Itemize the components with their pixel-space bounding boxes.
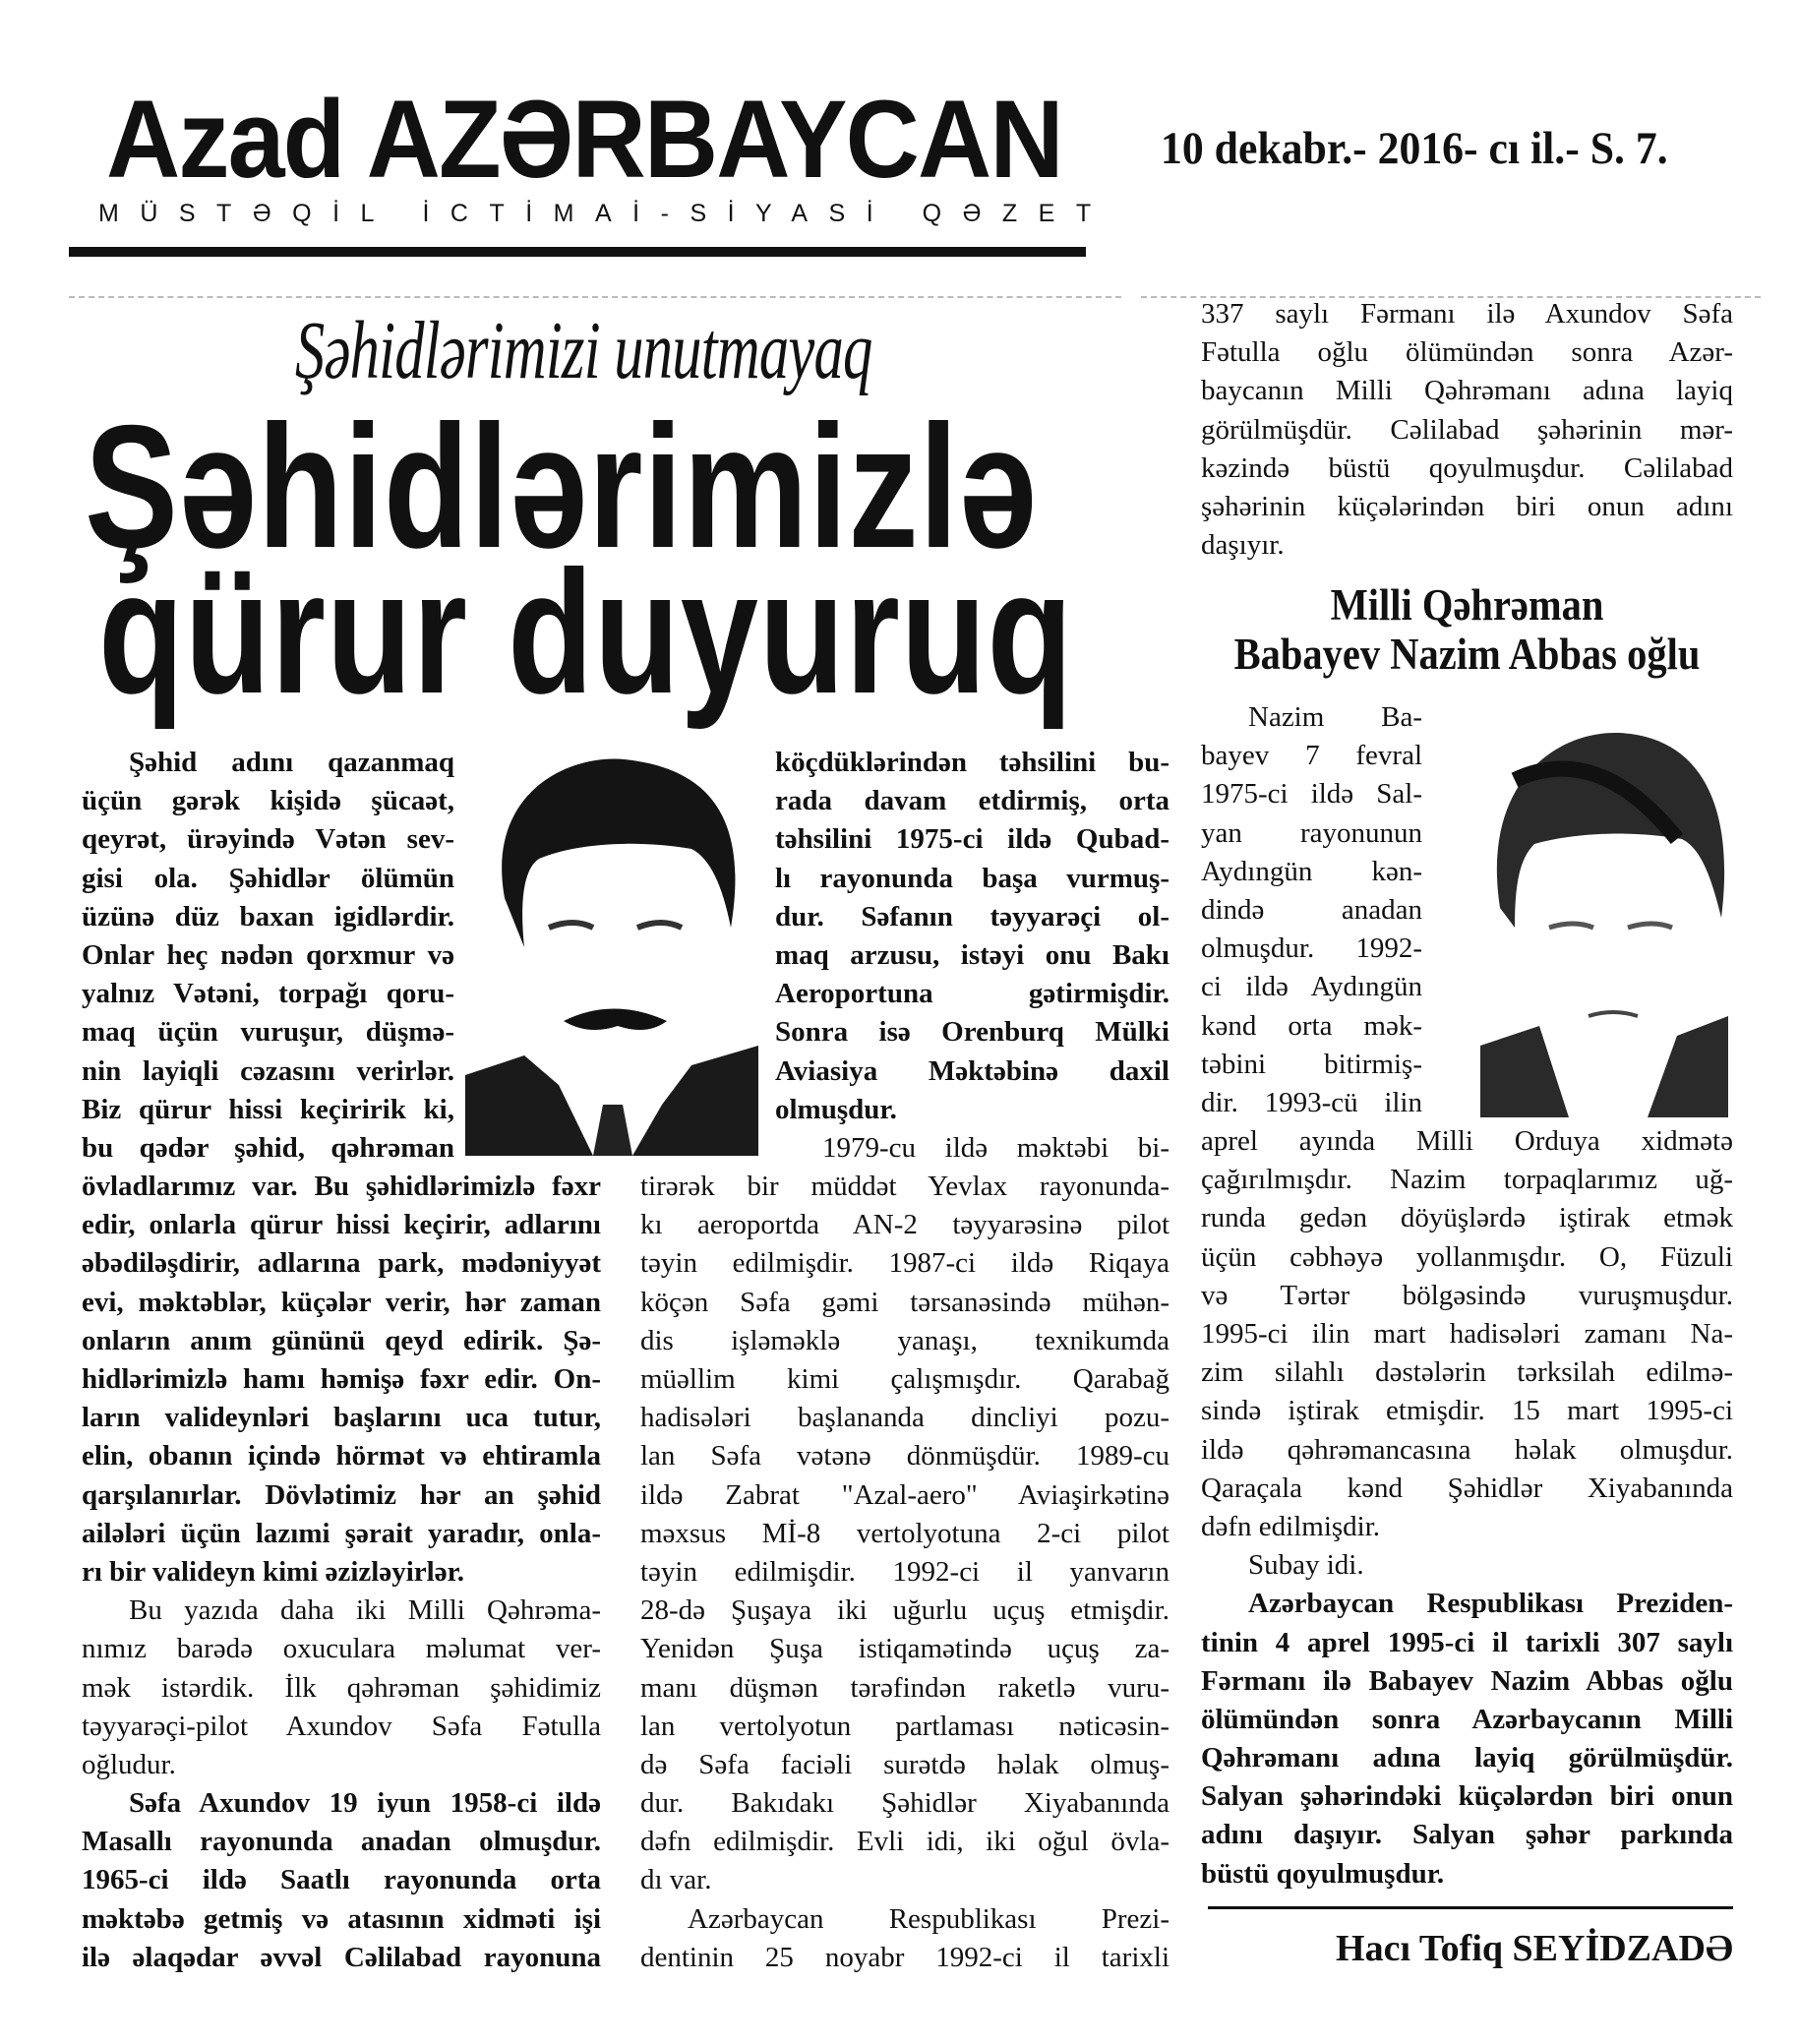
text-line: nımız barədə oxuculara məlumat ver- <box>82 1633 601 1665</box>
text-line: üçün gərək kişidə şücaət, <box>82 785 454 817</box>
text-line: gisi ola. Şəhidlər ölümün <box>82 862 454 894</box>
text-line: dis işləməklə yanaşı, texnikumda <box>640 1324 1169 1356</box>
text-line: əbədiləşdirir, adlarına park, mədəniyyət <box>82 1247 601 1280</box>
paragraph-block <box>82 744 454 1168</box>
text-line: görülmüşdür. Cəlilabad şəhərinin mər- <box>1201 413 1733 446</box>
text-line: Fərmanı ilə Babayev Nazim Abbas oğlu <box>1201 1664 1733 1697</box>
text-line: 1995-ci ilin mart hadisələri zamanı Na- <box>1201 1318 1733 1350</box>
text-line: mək istərdik. İlk qəhrəman şəhidimiz <box>82 1671 601 1704</box>
text-line: üzünə düz baxan igidlərdir. <box>82 900 454 932</box>
text-line: şəhərinin küçələrindən biri onun adını <box>1201 490 1733 522</box>
section-heading-line: Milli Qəhrəman <box>1330 580 1604 630</box>
text-line: ci ildə Aydıngün <box>1201 971 1422 1003</box>
text-line: üçün cəbhəyə yollanmışdır. O, Füzuli <box>1201 1240 1733 1273</box>
paragraph-block <box>82 1784 601 1977</box>
text-line: ildə qəhrəmancasına həlak olmuşdur. <box>1201 1433 1733 1466</box>
text-line: Aviasiya Məktəbinə daxil <box>775 1054 1169 1087</box>
text-line: sində iştirak etmişdir. 15 mart 1995-ci <box>1201 1395 1733 1427</box>
paragraph-block <box>1201 1122 1733 1585</box>
paragraph-block <box>82 1592 601 1784</box>
text-line: də Səfa faciəli surətdə həlak olmuş- <box>640 1748 1169 1780</box>
text-line: Fətulla oğlu ölümündən sonra Azər- <box>1201 336 1733 369</box>
text-line: müəllim kimi çalışmışdır. Qarabağ <box>640 1363 1169 1395</box>
text-line: 337 saylı Fərmanı ilə Axundov Səfa <box>1201 298 1733 330</box>
paragraph-block <box>1201 698 1422 1122</box>
text-line: zim silahlı dəstələrin tərksilah edilmə- <box>1201 1356 1733 1389</box>
text-line: lan vertolyotun partlaması nəticəsin- <box>640 1710 1169 1742</box>
text-line: bayev 7 fevral <box>1201 740 1422 772</box>
text-line: olmuşdur. <box>775 1093 897 1125</box>
text-line: ildə Zabrat "Azal-aero" Aviaşirkətinə <box>640 1478 1169 1511</box>
article-column-3-continuation <box>1201 295 1733 565</box>
text-line: dəfn edilmişdir. Evli idi, iki oğul övla- <box>640 1826 1169 1858</box>
text-line: yan rayonunun <box>1201 816 1422 849</box>
text-line: Azərbaycan Respublikası Prezi- <box>688 1902 1169 1935</box>
text-line: Nazim Ba- <box>1248 701 1422 733</box>
text-line: 1975-ci ildə Sal- <box>1201 778 1422 811</box>
text-line: Aydıngün kən- <box>1201 855 1422 887</box>
text-line: 1965-ci ildə Saatlı rayonunda orta <box>82 1864 601 1896</box>
text-line: Bu yazıda daha iki Milli Qəhrəma- <box>129 1594 601 1627</box>
paragraph-block <box>1201 1585 1733 1894</box>
paragraph-block <box>82 1168 601 1592</box>
text-line: Sonra isə Orenburq Mülki <box>775 1016 1169 1049</box>
text-line: rada davam etdirmiş, orta <box>775 785 1169 817</box>
section-heading-line: Babayev Nazim Abbas oğlu <box>1233 630 1701 679</box>
text-line: dində anadan <box>1201 893 1422 926</box>
text-line: tirərək bir müddət Yevlax rayonunda- <box>640 1171 1169 1203</box>
newspaper-subtitle: MÜSTƏQİL İCTİMAİ-SİYASİ QƏZET <box>98 200 1112 227</box>
article-column-2 <box>640 744 1169 1977</box>
text-line: kəzində büstü qoyulmuşdur. Cəlilabad <box>1201 451 1733 484</box>
text-line: ailələri üçün lazımi şərait yaradır, onla- <box>82 1517 601 1549</box>
author-divider <box>1208 1906 1733 1909</box>
text-line: lan Səfa vətənə dönmüşdür. 1989-cu <box>640 1440 1169 1473</box>
issue-date: 10 dekabr.- 2016- cı il.- S. 7. <box>1161 123 1668 174</box>
text-line: təyin edilmişdir. 1987-ci ildə Riqaya <box>640 1247 1169 1280</box>
text-line: hidlərimizlə hamı həmişə fəxr edir. On- <box>82 1363 601 1395</box>
text-line: və Tərtər bölgəsində vuruşmuşdur. <box>1201 1279 1733 1311</box>
text-line: Qaraçala kənd Şəhidlər Xiyabanında <box>1201 1472 1733 1504</box>
text-line: Subay idi. <box>1248 1549 1364 1582</box>
masthead-divider <box>69 247 1086 257</box>
text-line: Biz qürur hissi keçiririk ki, <box>82 1093 454 1125</box>
text-line: daşıyır. <box>1201 529 1285 562</box>
text-line: məktəbə getmiş və atasının xidməti işi <box>82 1902 601 1935</box>
text-line: manı düşmən tərəfindən raketlə vuru- <box>640 1671 1169 1704</box>
text-line: Səfa Axundov 19 iyun 1958-ci ildə <box>129 1787 601 1820</box>
text-line: lı rayonunda başa vurmuş- <box>775 862 1169 894</box>
text-line: Azərbaycan Respublikası Preziden- <box>1248 1588 1733 1620</box>
text-line: hadisələri başlananda dincliyi pozu- <box>640 1402 1169 1434</box>
text-line: Yenidən Şuşa istiqamətində uçuş za- <box>640 1633 1169 1665</box>
text-line: Onlar heç nədən qorxmur və <box>82 938 454 971</box>
text-line: dentinin 25 noyabr 1992-ci il tarixli <box>640 1941 1169 1973</box>
text-line: Şəhid adını qazanmaq <box>129 747 454 778</box>
text-line: maq arzusu, istəyi onu Bakı <box>775 938 1169 971</box>
text-line: köçən Səfa gəmi tərsanəsində mühən- <box>640 1286 1169 1318</box>
text-line: yalnız Vətəni, torpağı qoru- <box>82 978 454 1010</box>
text-line: maq üçün vuruşur, düşmə- <box>82 1016 454 1049</box>
paragraph-block <box>640 1168 1169 1977</box>
text-line: 28-də Şuşaya iki uğurlu uçuş etmişdir. <box>640 1594 1169 1627</box>
article-headline-line: qürur duyuruq <box>98 534 1074 730</box>
text-line: onların anım gününü qeyd edirik. Şə- <box>82 1324 601 1356</box>
text-line: təhsilini 1975-ci ildə Qubad- <box>775 823 1169 856</box>
text-line: edir, onlarla qürur hissi keçirir, adlarını <box>82 1209 601 1241</box>
text-line: kənd orta mək- <box>1201 1009 1422 1042</box>
text-line: köçdüklərindən təhsilini bu- <box>775 747 1169 778</box>
text-line: dı var. <box>640 1864 712 1896</box>
text-line: bu qədər şəhid, qəhrəman <box>82 1131 454 1164</box>
text-line: qarşılanırlar. Dövlətimiz hər an şəhid <box>82 1478 601 1511</box>
section-divider <box>69 296 1121 298</box>
article-author: Hacı Tofiq SEYİDZADƏ <box>1336 1928 1733 1969</box>
text-line: elin, obanın içində hörmət və ehtiramla <box>82 1440 601 1473</box>
text-line: övladlarımız var. Bu şəhidlərimizlə fəxr <box>82 1171 601 1203</box>
text-line: evi, məktəblər, küçələr verir, hər zaman <box>82 1286 601 1318</box>
text-line: dəfn edilmişdir. <box>1201 1510 1381 1542</box>
text-line: ların valideynləri başlarını uca tutur, <box>82 1402 601 1434</box>
text-line: ilə əlaqədar əvvəl Cəlilabad rayonuna <box>82 1941 601 1973</box>
text-line: adını daşıyır. Salyan şəhər parkında <box>1201 1819 1733 1851</box>
text-line: qeyrət, ürəyində Vətən sev- <box>82 823 454 856</box>
text-line: rı bir valideyn kimi əzizləyirlər. <box>82 1555 465 1588</box>
text-line: çağırılmışdır. Nazim torpaqlarımız uğ- <box>1201 1164 1733 1196</box>
text-line: runda gedən döyüşlərdə iştirak etmək <box>1201 1202 1733 1234</box>
text-line: məxsus Mİ-8 vertolyotuna 2-ci pilot <box>640 1517 1169 1549</box>
newspaper-title: Azad AZƏRBAYCAN <box>106 78 1062 201</box>
text-line: olmuşdur. 1992- <box>1201 932 1422 965</box>
text-line: büstü qoyulmuşdur. <box>1201 1857 1445 1890</box>
text-line: 1979-cu ildə məktəbi bi- <box>822 1131 1169 1164</box>
paragraph-block <box>775 1129 1169 1168</box>
text-line: ölümündən sonra Azərbaycanın Milli <box>1201 1703 1733 1735</box>
text-line: oğludur. <box>82 1748 176 1780</box>
text-line: tinin 4 aprel 1995-ci il tarixli 307 saylı <box>1201 1626 1733 1658</box>
paragraph-block <box>775 744 1169 1129</box>
section-heading <box>1190 580 1744 679</box>
text-line: Qəhrəmanı adına layiq görülmüşdür. <box>1201 1742 1733 1774</box>
text-line: dir. 1993-cü ilin <box>1201 1086 1422 1118</box>
text-line: təbini bitirmiş- <box>1201 1048 1422 1080</box>
text-line: nin layiqli cəzasını verirlər. <box>82 1054 454 1087</box>
text-line: təyyarəçi-pilot Axundov Səfa Fətulla <box>82 1710 601 1742</box>
text-line: aprel ayında Milli Orduya xidmətə <box>1201 1125 1733 1158</box>
article-kicker: Şəhidlərimizi unutmayaq <box>295 305 872 396</box>
text-line: kı aeroportda AN-2 təyyarəsinə pilot <box>640 1209 1169 1241</box>
text-line: dur. Səfanın təyyarəçi ol- <box>775 900 1169 932</box>
text-line: baycanın Milli Qəhrəmanı adına layiq <box>1201 375 1733 407</box>
text-line: dur. Bakıdakı Şəhidlər Xiyabanında <box>640 1787 1169 1820</box>
article-headline-line: Şəhidlərimizlə <box>85 389 1038 584</box>
text-line: Aeroportuna gətirmişdir. <box>775 978 1169 1010</box>
paragraph-block <box>1201 295 1733 565</box>
portrait-photo-nazim-babayev <box>1480 721 1728 1117</box>
text-line: Masallı rayonunda anadan olmuşdur. <box>82 1826 601 1858</box>
text-line: təyin edilmişdir. 1992-ci il yanvarın <box>640 1555 1169 1588</box>
text-line: Salyan şəhərindəki küçələrdən biri onun <box>1201 1780 1733 1813</box>
